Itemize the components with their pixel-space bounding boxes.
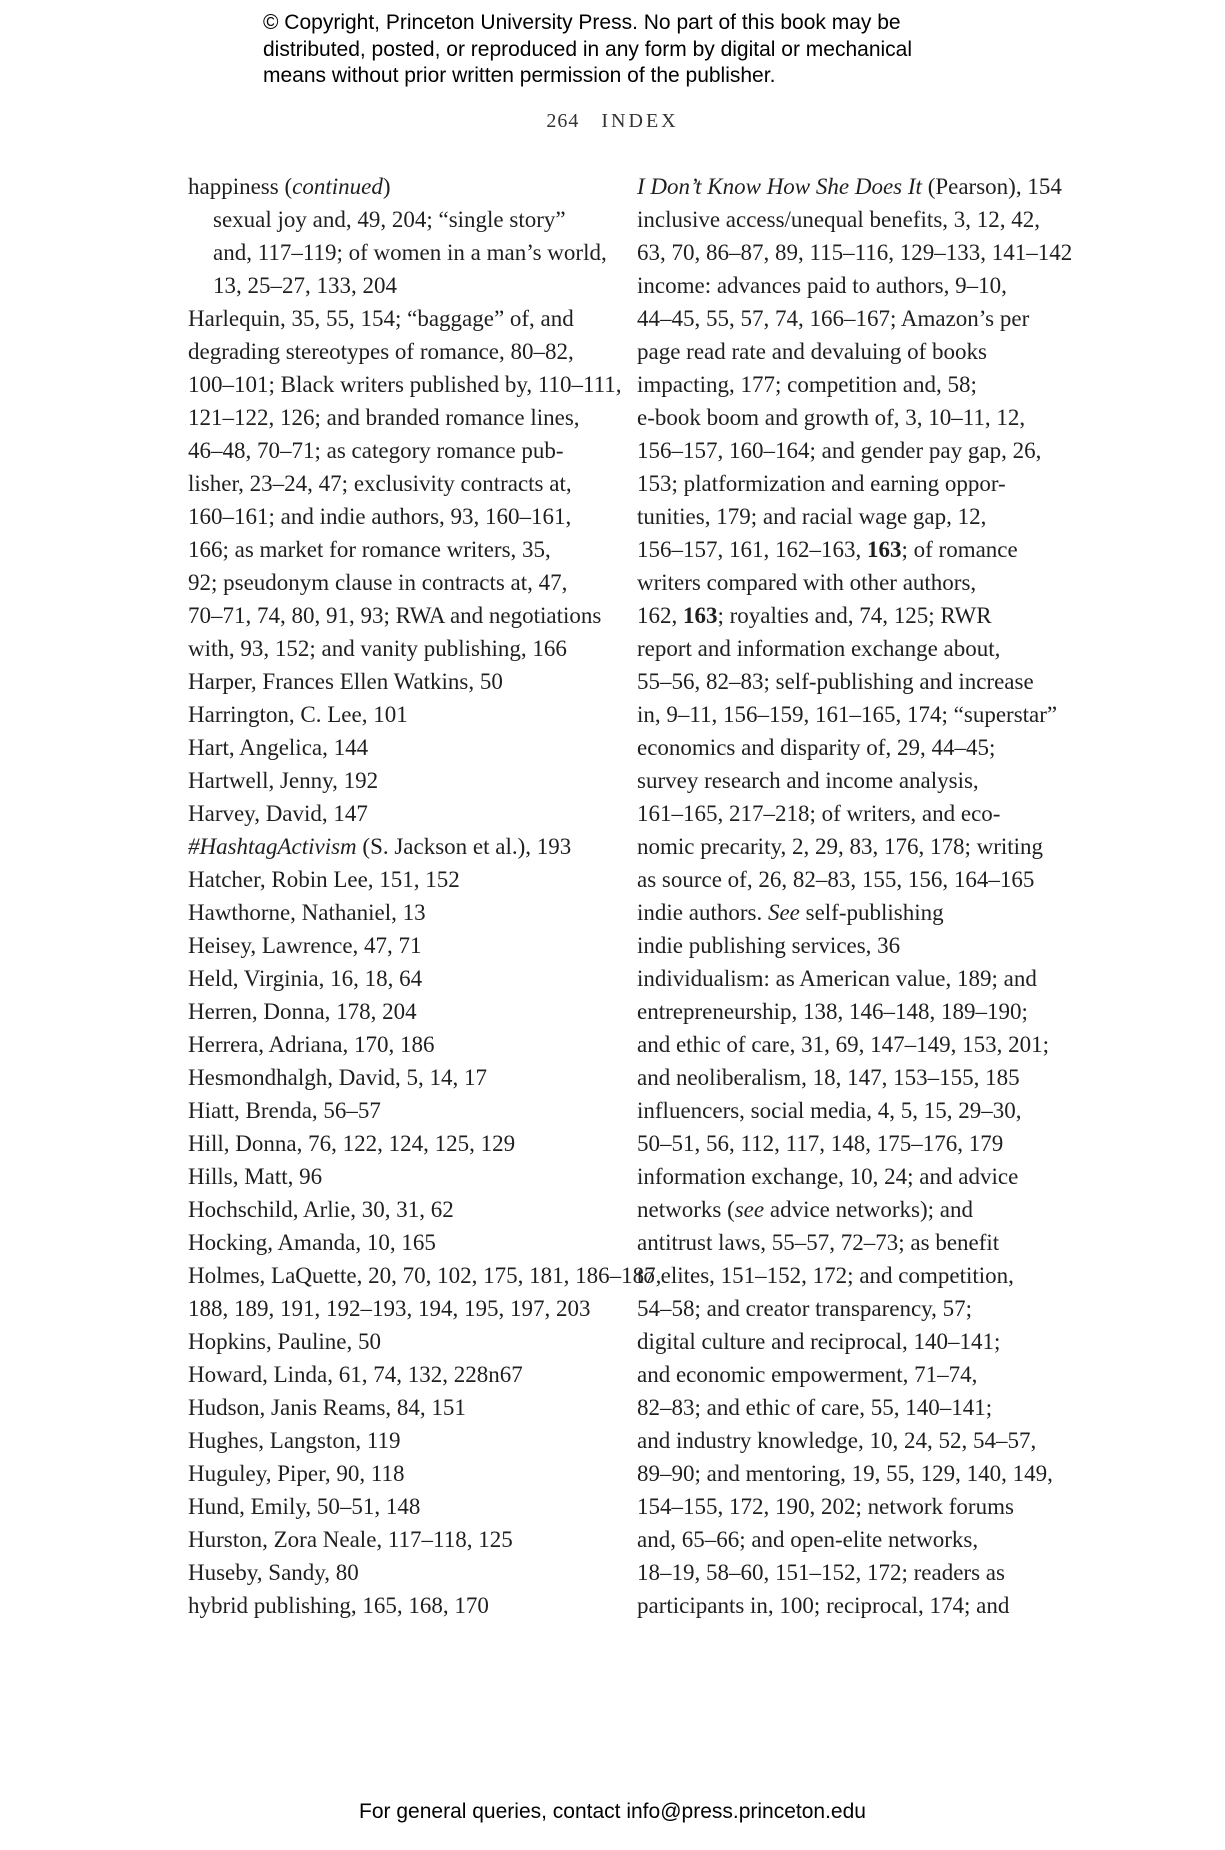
index-entry	[188, 1028, 608, 1061]
index-entry-line: I Don’t Know How She Does It (Pearson), 154	[637, 174, 1062, 199]
index-entry-line: 166; as market for romance writers, 35,	[188, 537, 551, 562]
index-entry	[637, 203, 1073, 269]
index-entry-line: Hughes, Langston, 119	[188, 1428, 401, 1453]
index-entry-line: 154–155, 172, 190, 202; network forums	[637, 1494, 1014, 1519]
index-entry-line: 46–48, 70–71; as category romance pub-	[188, 438, 564, 463]
index-entry	[637, 929, 1057, 962]
index-entry-line: with, 93, 152; and vanity publishing, 166	[188, 636, 567, 661]
index-entry	[188, 698, 608, 731]
index-entry-line: tunities, 179; and racial wage gap, 12,	[637, 504, 987, 529]
index-entry-line: Huseby, Sandy, 80	[188, 1560, 359, 1585]
index-entry-line: and, 117–119; of women in a man’s world,	[213, 240, 607, 265]
index-entry-line: Herrera, Adriana, 170, 186	[188, 1032, 435, 1057]
index-entry	[637, 962, 1057, 1094]
copyright-line: © Copyright, Princeton University Press. No part of this book may be	[263, 11, 901, 34]
index-entry-line: Hurston, Zora Neale, 117–118, 125	[188, 1527, 513, 1552]
index-entry-line: survey research and income analysis,	[637, 768, 979, 793]
index-entry	[188, 302, 622, 665]
copyright-line: distributed, posted, or reproduced in any form by digital or mechanical	[263, 37, 913, 61]
index-entry	[188, 1490, 608, 1523]
index-entry-line: page read rate and devaluing of books	[637, 339, 987, 364]
index-entry-line: happiness (continued)	[188, 174, 391, 199]
index-column-right	[637, 170, 1073, 1622]
index-entry	[188, 1556, 608, 1589]
index-entry-line: inclusive access/unequal benefits, 3, 12, 42,	[637, 207, 1041, 232]
index-entry-line: impacting, 177; competition and, 58;	[637, 372, 977, 397]
index-entry-line: Hawthorne, Nathaniel, 13	[188, 900, 426, 925]
index-entry-line: sexual joy and, 49, 204; “single story”	[213, 207, 566, 232]
index-entry-line: and industry knowledge, 10, 24, 52, 54–57,	[637, 1428, 1037, 1453]
index-entry-line: lisher, 23–24, 47; exclusivity contracts at,	[188, 471, 572, 496]
index-entry	[188, 1193, 608, 1226]
index-entry	[188, 962, 608, 995]
index-entry	[188, 1358, 608, 1391]
index-entry	[188, 731, 608, 764]
copyright-line: means without prior written permission of the publisher.	[263, 64, 776, 87]
index-entry-line: Harper, Frances Ellen Watkins, 50	[188, 669, 503, 694]
index-entry-line: 50–51, 56, 112, 117, 148, 175–176, 179	[637, 1131, 1004, 1156]
index-entry-line: Held, Virginia, 16, 18, 64	[188, 966, 423, 991]
index-entry-line: participants in, 100; reciprocal, 174; and	[637, 1593, 1010, 1618]
index-column-left	[188, 170, 662, 1622]
index-entry	[188, 1127, 608, 1160]
index-entry-line: antitrust laws, 55–57, 72–73; as benefit	[637, 1230, 1000, 1255]
index-entry-line: e-book boom and growth of, 3, 10–11, 12,	[637, 405, 1026, 430]
index-entry-line: 70–71, 74, 80, 91, 93; RWA and negotiations	[188, 603, 602, 628]
index-entry-line: 18–19, 58–60, 151–152, 172; readers as	[637, 1560, 1005, 1585]
index-entry	[188, 863, 608, 896]
index-entry-line: economics and disparity of, 29, 44–45;	[637, 735, 996, 760]
index-entry	[188, 665, 608, 698]
index-entry	[188, 1391, 608, 1424]
index-entry-line: 100–101; Black writers published by, 110–111,	[188, 372, 622, 397]
index-entry-line: digital culture and reciprocal, 140–141;	[637, 1329, 1001, 1354]
index-entry	[637, 170, 1062, 203]
index-entry	[188, 1160, 608, 1193]
index-entry-line: to elites, 151–152, 172; and competition,	[637, 1263, 1014, 1288]
index-entry-line: 188, 189, 191, 192–193, 194, 195, 197, 203	[188, 1296, 591, 1321]
index-entry	[188, 203, 608, 302]
index-entry-line: Herren, Donna, 178, 204	[188, 999, 417, 1024]
index-entry-line: individualism: as American value, 189; and	[637, 966, 1037, 991]
index-entry-line: 160–161; and indie authors, 93, 160–161,	[188, 504, 572, 529]
index-entry	[637, 1094, 1057, 1160]
index-entry-line: hybrid publishing, 165, 168, 170	[188, 1593, 489, 1618]
copyright-notice	[263, 10, 1023, 90]
footer-contact: For general queries, contact info@press.princeton.edu	[359, 1800, 866, 1823]
index-entry-line: 153; platformization and earning oppor-	[637, 471, 1006, 496]
index-entry-line: Howard, Linda, 61, 74, 132, 228n67	[188, 1362, 523, 1387]
index-entry-line: Hill, Donna, 76, 122, 124, 125, 129	[188, 1131, 516, 1156]
index-entry-line: Hart, Angelica, 144	[188, 735, 369, 760]
index-entry	[188, 170, 608, 203]
page-number: 264	[546, 110, 580, 132]
index-entry-line: 82–83; and ethic of care, 55, 140–141;	[637, 1395, 993, 1420]
index-entry-line: income: advances paid to authors, 9–10,	[637, 273, 1007, 298]
index-entry-line: Hatcher, Robin Lee, 151, 152	[188, 867, 460, 892]
index-entry-line: Holmes, LaQuette, 20, 70, 102, 175, 181, 186–187,	[188, 1263, 662, 1288]
index-entry-line: Harlequin, 35, 55, 154; “baggage” of, and	[188, 306, 574, 331]
index-entry	[188, 896, 608, 929]
index-entry-line: 156–157, 160–164; and gender pay gap, 26,	[637, 438, 1042, 463]
index-entry-line: indie publishing services, 36	[637, 933, 901, 958]
index-entry-line: and neoliberalism, 18, 147, 153–155, 185	[637, 1065, 1020, 1090]
index-entry	[188, 995, 608, 1028]
index-entry-line: Hocking, Amanda, 10, 165	[188, 1230, 436, 1255]
index-entry	[188, 764, 608, 797]
section-title: INDEX	[601, 110, 679, 132]
index-entry-line: Hochschild, Arlie, 30, 31, 62	[188, 1197, 454, 1222]
index-entry-line: Hopkins, Pauline, 50	[188, 1329, 381, 1354]
index-entry-line: 162, 163; royalties and, 74, 125; RWR	[637, 603, 992, 628]
index-entry-line: and, 65–66; and open-elite networks,	[637, 1527, 979, 1552]
index-entry-line: 89–90; and mentoring, 19, 55, 129, 140, 149,	[637, 1461, 1053, 1486]
index-entry	[188, 1457, 608, 1490]
index-entry-line: influencers, social media, 4, 5, 15, 29–30,	[637, 1098, 1022, 1123]
index-entry	[188, 797, 608, 830]
index-entry	[188, 830, 608, 863]
index-entry-line: degrading stereotypes of romance, 80–82,	[188, 339, 574, 364]
index-entry	[637, 1160, 1057, 1622]
index-entry-line: 13, 25–27, 133, 204	[213, 273, 397, 298]
index-entry	[188, 1325, 608, 1358]
index-entry-line: #HashtagActivism (S. Jackson et al.), 193	[188, 834, 572, 859]
index-entry-line: Hund, Emily, 50–51, 148	[188, 1494, 421, 1519]
index-entry-line: 54–58; and creator transparency, 57;	[637, 1296, 973, 1321]
index-entry-line: 63, 70, 86–87, 89, 115–116, 129–133, 141–142	[637, 240, 1073, 265]
index-entry-line: as source of, 26, 82–83, 155, 156, 164–165	[637, 867, 1035, 892]
index-entry-line: 44–45, 55, 57, 74, 166–167; Amazon’s per	[637, 306, 1030, 331]
index-entry	[188, 1424, 608, 1457]
index-entry	[188, 1589, 608, 1622]
running-head	[0, 110, 1225, 133]
index-entry-line: writers compared with other authors,	[637, 570, 977, 595]
index-entry-line: Hartwell, Jenny, 192	[188, 768, 379, 793]
index-entry-line: 121–122, 126; and branded romance lines,	[188, 405, 580, 430]
index-entry	[188, 1094, 608, 1127]
index-entry-line: 156–157, 161, 162–163, 163; of romance	[637, 537, 1018, 562]
index-entry-line: information exchange, 10, 24; and advice	[637, 1164, 1019, 1189]
index-entry	[188, 1061, 608, 1094]
index-entry-line: Hills, Matt, 96	[188, 1164, 323, 1189]
index-entry	[188, 1226, 608, 1259]
index-entry-line: 161–165, 217–218; of writers, and eco-	[637, 801, 1001, 826]
index-entry-line: Hiatt, Brenda, 56–57	[188, 1098, 381, 1123]
index-entry-line: entrepreneurship, 138, 146–148, 189–190;	[637, 999, 1028, 1024]
index-entry-line: 55–56, 82–83; self-publishing and increase	[637, 669, 1034, 694]
index-entry-line: networks (see advice networks); and	[637, 1197, 973, 1222]
index-entry-line: Hudson, Janis Reams, 84, 151	[188, 1395, 466, 1420]
index-entry-line: in, 9–11, 156–159, 161–165, 174; “superstar”	[637, 702, 1058, 727]
index-entry-line: Heisey, Lawrence, 47, 71	[188, 933, 422, 958]
index-entry	[188, 1523, 608, 1556]
index-entry-line: Harrington, C. Lee, 101	[188, 702, 408, 727]
index-entry-line: indie authors. See self-publishing	[637, 900, 944, 925]
index-entry	[188, 1259, 662, 1325]
index-entry	[637, 269, 1057, 896]
index-entry-line: 92; pseudonym clause in contracts at, 47,	[188, 570, 568, 595]
index-entry-line: nomic precarity, 2, 29, 83, 176, 178; writing	[637, 834, 1044, 859]
index-entry-line: Hesmondhalgh, David, 5, 14, 17	[188, 1065, 487, 1090]
index-entry-line: Harvey, David, 147	[188, 801, 368, 826]
index-entry-line: and ethic of care, 31, 69, 147–149, 153, 201;	[637, 1032, 1049, 1057]
index-entry-line: and economic empowerment, 71–74,	[637, 1362, 978, 1387]
index-entry-line: report and information exchange about,	[637, 636, 1001, 661]
index-entry	[188, 929, 608, 962]
index-entry-line: Huguley, Piper, 90, 118	[188, 1461, 405, 1486]
index-entry	[637, 896, 1057, 929]
